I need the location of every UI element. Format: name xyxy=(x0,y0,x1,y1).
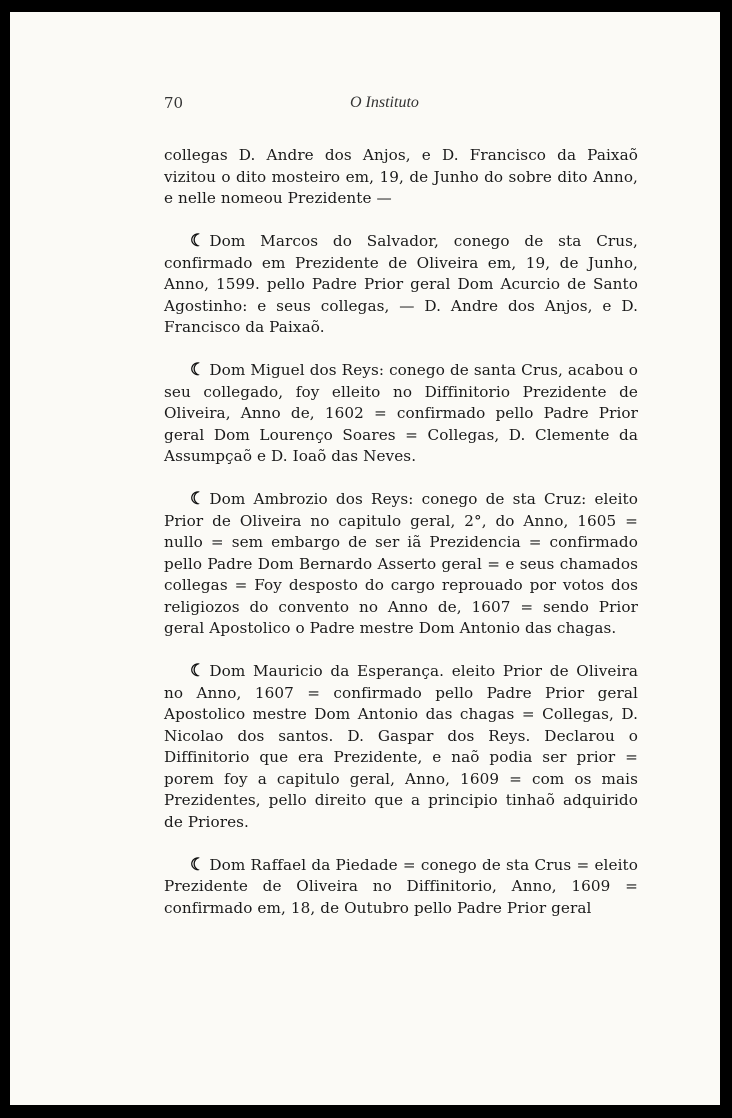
paragraph-text: collegas D. Andre dos Anjos, e D. Francisco da Paixaõ vizitou o dito mosteiro em, 19, de Junho do sobre dito Anno, e nelle nomeou Prezidente — xyxy=(164,146,638,207)
paragraph xyxy=(164,145,638,210)
paragraph-text: Dom Raffael da Piedade = conego de sta Crus = eleito Prezidente de Oliveira no Diffinitorio, Anno, 1609 = confirmado em, 18, de Outubro pello Padre Prior geral xyxy=(164,855,638,917)
paragraph-mark-icon: ☾ xyxy=(190,489,206,509)
paragraph-mark-icon: ☾ xyxy=(190,360,206,380)
paragraph-mark-icon: ☾ xyxy=(190,231,206,251)
paragraph-mark-icon: ☾ xyxy=(190,854,206,875)
body-text xyxy=(164,145,638,919)
paragraph-text: Dom Miguel dos Reys: conego de santa Crus, acabou o seu collegado, foy elleito no Diffinitorio Prezidente de Oliveira, Anno de, 1602 = confirmado pello Padre Prior geral Dom Lourenço Soares = Collegas, D. Clemente da Assumpçaõ e D. Ioaõ das Neves. xyxy=(164,361,638,465)
paragraph-text: Dom Marcos do Salvador, conego de sta Crus, confirmado em Prezidente de Oliveira em, 19, de Junho, Anno, 1599. pello Padre Prior geral Dom Acurcio de Santo Agostinho: e seus collegas, — D. Andre dos Anjos, e D. Francisco da Paixaõ. xyxy=(164,232,638,336)
paragraph-text: Dom Mauricio da Esperança. eleito Prior de Oliveira no Anno, 1607 = confirmado pello Padre Prior geral Apostolico mestre Dom Antonio das chagas = Collegas, D. Nicolao dos santos. D. Gaspar dos Reys. Declarou o Diffinitorio que era Prezidente, e naõ podia ser prior = porem foy a capitulo geral, Anno, 1609 = com os mais Prezidentes, pello direito que a principio tinhaõ adquirido de Priores. xyxy=(164,662,638,831)
paragraph xyxy=(164,489,638,640)
paragraph xyxy=(164,231,638,339)
paragraph-text: Dom Ambrozio dos Reys: conego de sta Cruz: eleito Prior de Oliveira no capitulo geral, 2°, do Anno, 1605 = nullo = sem embargo de ser iã Prezidencia = confirmado pello Padre Dom Bernardo Asserto geral = e seus chamados collegas = Foy desposto do cargo reprouado por votos dos religiozos do convento no Anno de, 1607 = sendo Prior geral Apostolico o Padre mestre Dom Antonio das chagas. xyxy=(164,490,638,637)
paragraph xyxy=(164,855,638,920)
paragraph-mark-icon: ☾ xyxy=(190,661,206,681)
running-title: O Instituto xyxy=(350,94,419,111)
paragraph xyxy=(164,661,638,833)
paragraph xyxy=(164,360,638,468)
page-number: 70 xyxy=(164,94,184,112)
